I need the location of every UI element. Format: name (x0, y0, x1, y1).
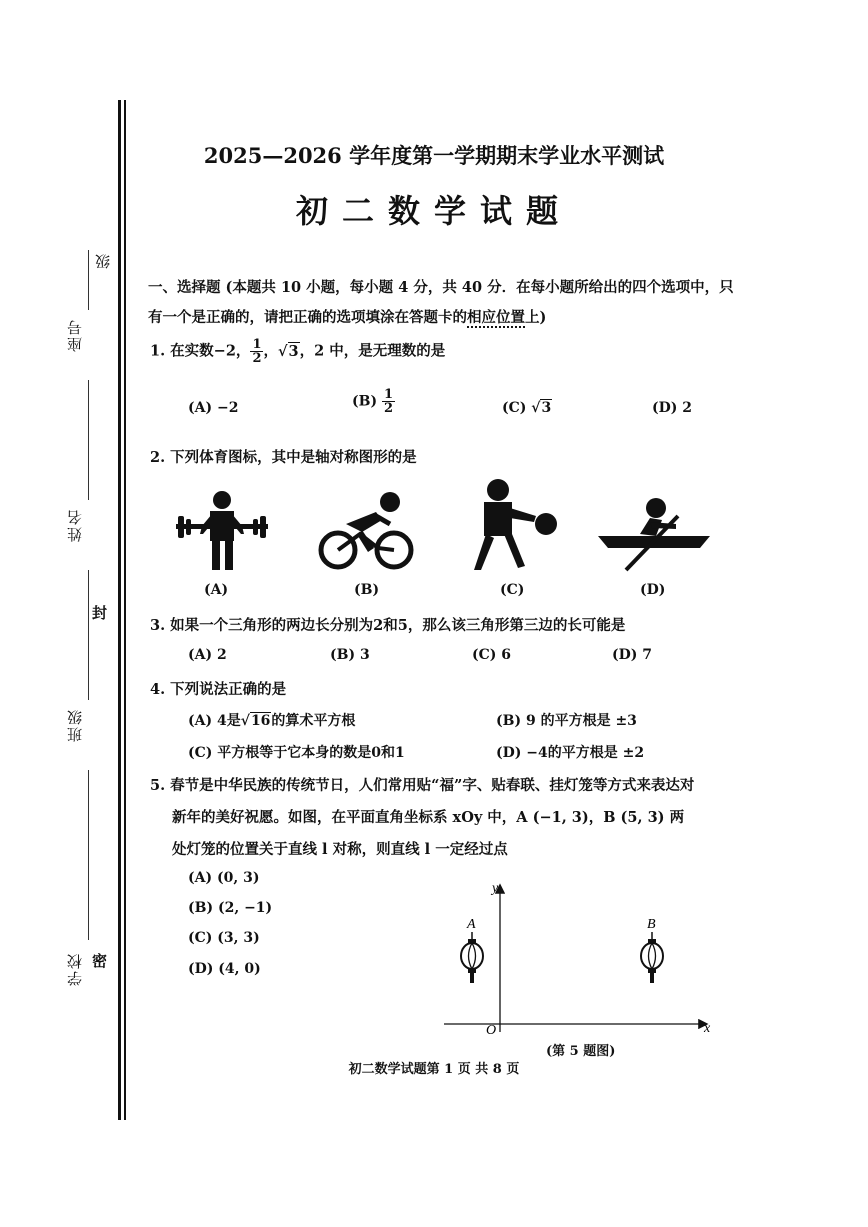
page-footer: 初二数学试题第 1 页 共 8 页 (348, 1062, 520, 1077)
binding-rule-thick (118, 100, 121, 1120)
seal-char-mi: 密 (92, 952, 108, 970)
subject-title: 初二数学试题 (295, 192, 572, 230)
q1-option-b (352, 388, 395, 415)
section1-heading-emph: 相应位置 (467, 309, 525, 326)
q1-option-a: (A) −2 (188, 400, 239, 416)
q2-caption-b: (B) (354, 582, 380, 598)
q5-option-d: (D) (4, 0) (188, 961, 261, 977)
q2-caption-c: (C) (500, 582, 525, 598)
q1-stem-mid: ， (263, 342, 278, 360)
q1-option-c-sqrt: √3 (531, 400, 552, 416)
q1-option-d: (D) 2 (652, 400, 693, 416)
q1-stem-post: ，2 中，是无理数的是 (299, 342, 446, 360)
q3-stem: 3. 如果一个三角形的两边长分别为2和5，那么该三角形第三边的长可能是 (150, 617, 626, 634)
seat-number-line (88, 250, 89, 310)
q1-frac-num: 1 (252, 337, 262, 352)
exam-title: 2025—2026 学年度第一学期期末学业水平测试 (203, 143, 665, 168)
section1-heading-line2 (148, 306, 546, 327)
grade-suffix: 级 (94, 252, 112, 269)
q2-caption-d: (D) (640, 582, 666, 598)
q1-stem (150, 338, 445, 365)
q2-caption-a: (A) (204, 582, 229, 598)
q3-option-c: (C) 6 (472, 647, 512, 663)
q4-option-a-sqrt-val: 16 (250, 713, 271, 729)
school-label: 学校 (66, 952, 84, 986)
origin-label: O (486, 1023, 497, 1036)
seal-char-feng: 封 (92, 604, 108, 622)
q4-stem: 4. 下列说法正确的是 (150, 681, 287, 698)
q3-option-d: (D) 7 (612, 647, 653, 663)
q4-option-a-post: 的算术平方根 (271, 713, 356, 729)
q1-option-b-num: 1 (383, 387, 394, 402)
q1-frac-den: 2 (252, 351, 262, 366)
q1-fraction (250, 338, 263, 365)
q1-option-b-den: 2 (383, 401, 394, 416)
q4-option-a (188, 710, 355, 730)
rowing-icon (596, 496, 712, 574)
seat-number-label: 座号 (66, 318, 84, 352)
class-label: 班级 (66, 708, 84, 742)
q2-stem: 2. 下列体育图标，其中是轴对称图形的是 (150, 449, 417, 466)
school-line (88, 770, 89, 940)
q1-option-c-val: 3 (541, 400, 552, 416)
q5-line3: 处灯笼的位置关于直线 l 对称，则直线 l 一定经过点 (172, 841, 508, 858)
q1-option-b-frac (382, 388, 395, 415)
q1-sqrt-val: 3 (288, 342, 299, 360)
name-label: 姓名 (66, 508, 84, 542)
q4-option-a-pre: (A) 4是 (188, 713, 241, 729)
lantern-b-icon (641, 932, 663, 983)
lantern-a-icon (461, 932, 483, 983)
q5-line1: 5. 春节是中华民族的传统节日，人们常用贴“福”字、贴春联、挂灯笼等方式来表达对 (150, 777, 695, 794)
q5-option-c: (C) (3, 3) (188, 930, 260, 946)
q3-option-a: (A) 2 (188, 647, 227, 663)
name-line (88, 380, 89, 500)
point-a-label: A (467, 917, 476, 932)
cycling-icon (318, 490, 414, 572)
axis-x-label: x (704, 1021, 711, 1036)
q5-option-b: (B) (2, −1) (188, 900, 273, 916)
q4-option-c: (C) 平方根等于它本身的数是0和1 (188, 745, 405, 761)
q4-option-a-sqrt: √16 (240, 713, 271, 729)
q5-coordinate-figure (440, 876, 720, 1036)
q1-option-c (502, 400, 552, 416)
q5-line2: 新年的美好祝愿。如图，在平面直角坐标系 xOy 中，A (−1, 3)，B (5, 3) 两 (172, 809, 685, 826)
q5-figure-caption: (第 5 题图) (546, 1044, 616, 1059)
point-b-label: B (647, 917, 656, 932)
q5-option-a: (A) (0, 3) (188, 870, 260, 886)
binding-rule-thin (124, 100, 126, 1120)
q1-option-c-label: (C) (502, 400, 527, 416)
q1-stem-pre: 1. 在实数−2， (150, 342, 251, 360)
section1-heading: 一、选择题 (本题共 10 小题，每小题 4 分，共 40 分．在每小题所给出的四个选项中，只 (148, 279, 734, 296)
q4-option-b: (B) 9 的平方根是 ±3 (496, 713, 637, 729)
q1-sqrt: √3 (277, 342, 299, 360)
axis-y-label: y (492, 881, 499, 896)
q3-option-b: (B) 3 (330, 647, 370, 663)
q1-option-b-label: (B) (352, 393, 378, 410)
section1-heading-pre: 有一个是正确的，请把正确的选项填涂在答题卡的 (148, 309, 467, 326)
section1-heading-post: 上) (525, 309, 547, 326)
weightlifting-icon (172, 490, 272, 572)
class-line (88, 570, 89, 700)
basketball-icon (470, 478, 562, 572)
q4-option-d: (D) −4的平方根是 ±2 (496, 745, 645, 761)
